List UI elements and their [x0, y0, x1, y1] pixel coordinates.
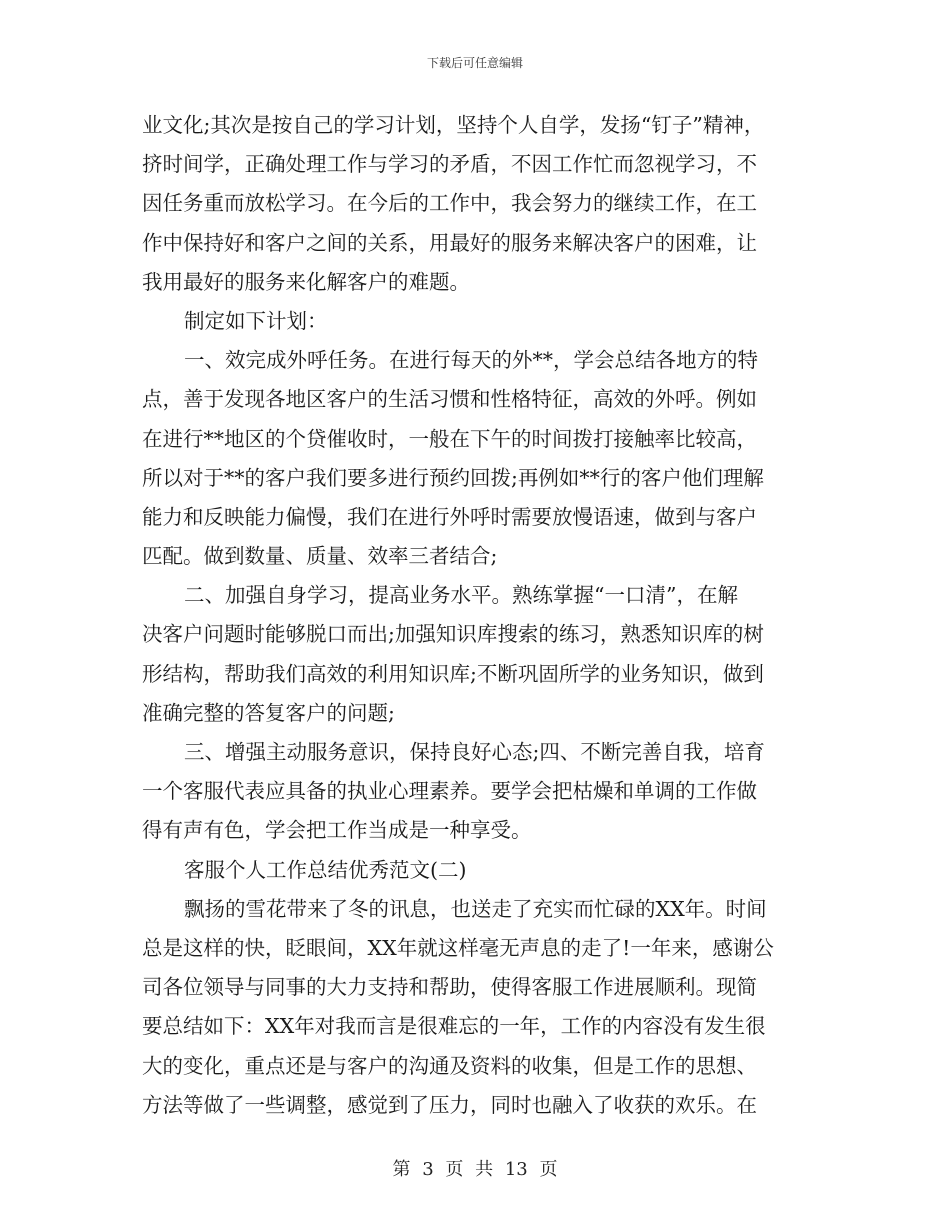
text-line: 能力和反映能力偏慢，我们在进行外呼时需要放慢语速，做到与客户 [142, 504, 757, 529]
page-footer: 第 3 页 共 13 页 [392, 1159, 558, 1180]
text-line: 要总结如下：XX年对我而言是很难忘的一年，工作的内容没有发生很 [142, 1014, 766, 1039]
text-line: 挤时间学，正确处理工作与学习的矛盾，不因工作忙而忽视学习，不 [142, 152, 757, 177]
text-line: 因任务重而放松学习。在今后的工作中，我会努力的继续工作，在工 [142, 191, 757, 216]
text-line: 形结构，帮助我们高效的利用知识库;不断巩固所学的业务知识，做到 [142, 661, 764, 686]
text-line: 作中保持好和客户之间的关系，用最好的服务来解决客户的困难，让 [142, 230, 757, 255]
text-line: 总是这样的快，眨眼间，XX年就这样毫无声息的走了!一年来，感谢公 [142, 935, 774, 960]
text-line: 二、加强自身学习，提高业务水平。熟练掌握“一口清”，在解 [184, 583, 738, 608]
text-line: 方法等做了一些调整，感觉到了压力，同时也融入了收获的欢乐。在 [142, 1092, 757, 1117]
text-line: 所以对于**的客户我们要多进行预约回拨;再例如**行的客户他们理解 [142, 465, 764, 490]
document-body [142, 106, 822, 1125]
text-line: 匹配。做到数量、质量、效率三者结合; [142, 544, 498, 569]
text-line: 准确完整的答复客户的问题; [142, 700, 395, 725]
text-line: 三、增强主动服务意识，保持良好心态;四、不断完善自我，培育 [184, 740, 765, 764]
text-line: 一、效完成外呼任务。在进行每天的外**，学会总结各地方的特 [184, 348, 758, 373]
text-line: 大的变化，重点还是与客户的沟通及资料的收集，但是工作的思想、 [142, 1053, 757, 1078]
text-line: 点，善于发现各地区客户的生活习惯和性格特征，高效的外呼。例如 [142, 387, 757, 412]
text-line: 我用最好的服务来化解客户的难题。 [142, 269, 470, 294]
page-header: 下载后可任意编辑 [426, 56, 523, 70]
text-line: 制定如下计划： [184, 308, 328, 333]
text-line: 一个客服代表应具备的执业心理素养。要学会把枯燥和单调的工作做 [142, 779, 757, 804]
text-line: 客服个人工作总结优秀范文(二) [184, 857, 467, 882]
text-line: 司各位领导与同事的大力支持和帮助，使得客服工作进展顺利。现简 [142, 975, 757, 1000]
text-line: 决客户问题时能够脱口而出;加强知识库搜索的练习，熟悉知识库的树 [142, 622, 764, 647]
text-line: 在进行**地区的个贷催收时，一般在下午的时间拨打接触率比较高， [142, 426, 757, 451]
text-line: 业文化;其次是按自己的学习计划，坚持个人自学，发扬“钉子”精神， [142, 113, 765, 137]
text-line: 飘扬的雪花带来了冬的讯息，也送走了充实而忙碌的XX年。时间 [184, 896, 767, 921]
text-line: 得有声有色，学会把工作当成是一种享受。 [142, 818, 532, 843]
